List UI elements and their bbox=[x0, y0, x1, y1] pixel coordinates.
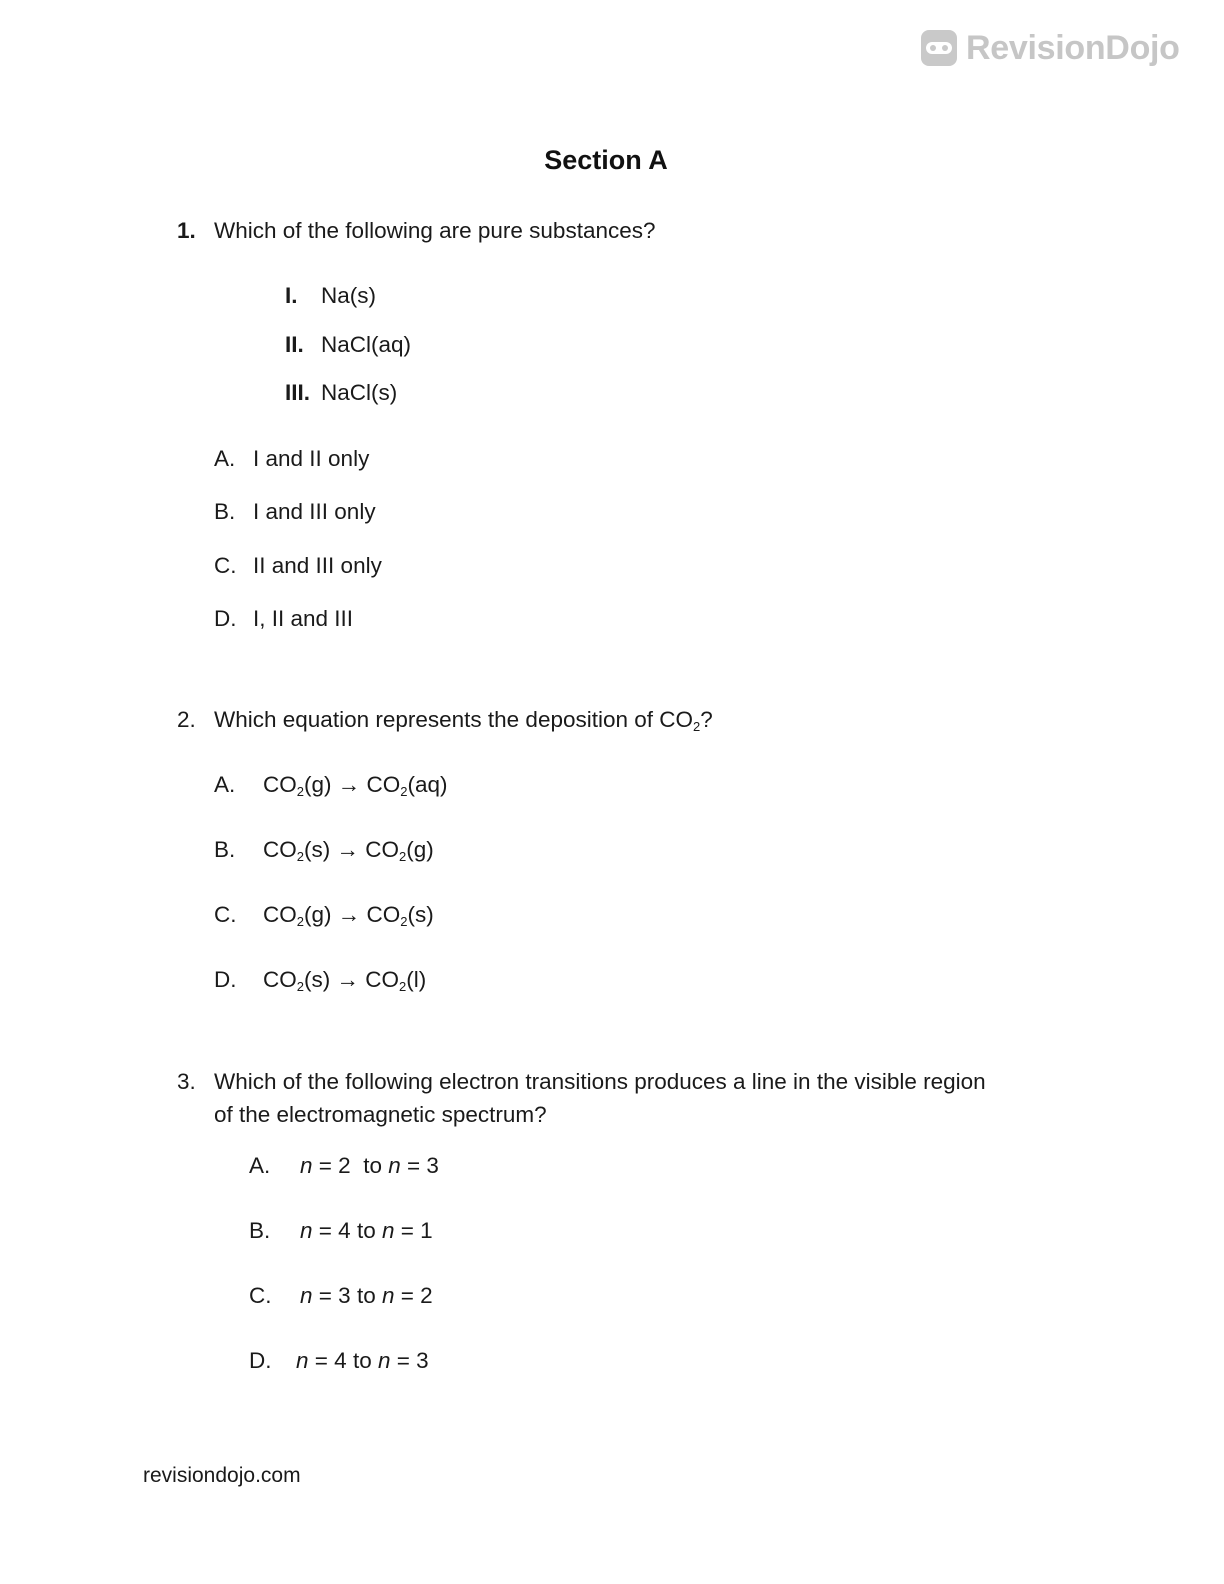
n-symbol: n bbox=[381, 1218, 395, 1243]
species-subscript: 2 bbox=[399, 849, 407, 864]
q2-option-b[interactable] bbox=[214, 837, 434, 863]
option-label: B. bbox=[214, 499, 236, 524]
q1-option-c[interactable] bbox=[214, 553, 382, 579]
q2-text bbox=[214, 707, 713, 733]
n-symbol: n bbox=[300, 1153, 313, 1178]
n-symbol: n bbox=[388, 1153, 401, 1178]
arrow-symbol: → bbox=[337, 902, 361, 927]
option-label: C. bbox=[214, 553, 237, 578]
q3-number: 3. bbox=[177, 1069, 196, 1094]
statement-label: I. bbox=[285, 283, 298, 308]
statement-label: II. bbox=[285, 332, 304, 357]
q1-statement bbox=[285, 283, 376, 309]
from-level: = 4 bbox=[318, 1218, 351, 1243]
n-symbol: n bbox=[300, 1283, 313, 1308]
q3-option-d[interactable] bbox=[249, 1348, 429, 1374]
from-level: = 4 bbox=[314, 1348, 347, 1373]
species: CO bbox=[263, 837, 297, 862]
to-word: to bbox=[356, 1283, 376, 1308]
q2-option-c[interactable] bbox=[214, 902, 434, 928]
to-word: to bbox=[363, 1153, 382, 1178]
species-subscript: 2 bbox=[296, 849, 304, 864]
from-level: = 3 bbox=[318, 1283, 351, 1308]
to-word: to bbox=[352, 1348, 372, 1373]
species: CO bbox=[263, 902, 297, 927]
q2-option-a[interactable] bbox=[214, 772, 448, 798]
option-label: A. bbox=[249, 1153, 271, 1178]
q1-statement bbox=[285, 332, 411, 358]
to-level: = 3 bbox=[407, 1153, 439, 1178]
brand-name: RevisionDojo bbox=[966, 28, 1180, 67]
species: CO bbox=[263, 772, 297, 797]
n-symbol: n bbox=[381, 1283, 395, 1308]
arrow-symbol: → bbox=[336, 837, 359, 862]
lhs-state: (g) bbox=[303, 902, 332, 927]
statement-text: Na(s) bbox=[321, 283, 376, 308]
species-subscript: 2 bbox=[296, 914, 304, 929]
statement-text: NaCl(s) bbox=[321, 380, 398, 405]
species: CO bbox=[263, 967, 297, 992]
from-level: = 2 bbox=[318, 1153, 351, 1178]
arrow-symbol: → bbox=[337, 772, 361, 797]
rhs-state: (g) bbox=[406, 837, 434, 862]
q2-text-main: Which equation represents the deposition of CO bbox=[214, 707, 694, 732]
lhs-state: (g) bbox=[303, 772, 332, 797]
arrow-symbol: → bbox=[336, 967, 359, 992]
q2-text-subscript: 2 bbox=[693, 719, 701, 734]
species-subscript: 2 bbox=[399, 979, 407, 994]
section-title: Section A bbox=[544, 145, 668, 175]
option-label: D. bbox=[214, 606, 237, 631]
option-label: B. bbox=[214, 837, 236, 862]
q2-text-end: ? bbox=[700, 707, 713, 732]
species-subscript: 2 bbox=[296, 784, 304, 799]
q3-option-c[interactable] bbox=[249, 1283, 433, 1309]
q1-option-b[interactable] bbox=[214, 499, 376, 525]
species-subscript: 2 bbox=[400, 784, 408, 799]
statement-label: III. bbox=[285, 380, 311, 405]
species: CO bbox=[365, 967, 400, 992]
species: CO bbox=[365, 837, 400, 862]
q1-statement bbox=[285, 380, 397, 406]
footer-url[interactable]: revisiondojo.com bbox=[143, 1464, 301, 1487]
option-text: I and III only bbox=[253, 499, 376, 524]
option-label: D. bbox=[249, 1348, 272, 1373]
q1-option-a[interactable] bbox=[214, 446, 369, 472]
q2-option-d[interactable] bbox=[214, 967, 426, 993]
rhs-state: (s) bbox=[407, 902, 434, 927]
q3-option-a[interactable] bbox=[249, 1153, 439, 1179]
q1-number: 1. bbox=[177, 218, 196, 243]
q3-text-line1: Which of the following electron transitions produces a line in the visible region bbox=[214, 1069, 986, 1094]
mask-logo-icon bbox=[920, 28, 958, 68]
species: CO bbox=[366, 902, 401, 927]
option-label: C. bbox=[214, 902, 237, 927]
q2-number: 2. bbox=[177, 707, 196, 732]
q1-text: Which of the following are pure substances? bbox=[214, 218, 656, 243]
option-label: C. bbox=[249, 1283, 272, 1308]
option-label: A. bbox=[214, 772, 236, 797]
option-text: II and III only bbox=[253, 553, 382, 578]
to-level: = 1 bbox=[400, 1218, 433, 1243]
n-symbol: n bbox=[296, 1348, 309, 1373]
statement-text: NaCl(aq) bbox=[321, 332, 412, 357]
brand-logo bbox=[920, 28, 1180, 68]
to-level: = 2 bbox=[400, 1283, 433, 1308]
rhs-state: (aq) bbox=[407, 772, 448, 797]
n-symbol: n bbox=[377, 1348, 391, 1373]
to-word: to bbox=[356, 1218, 376, 1243]
lhs-state: (s) bbox=[303, 967, 331, 992]
rhs-state: (l) bbox=[406, 967, 427, 992]
option-label: D. bbox=[214, 967, 237, 992]
lhs-state: (s) bbox=[303, 837, 331, 862]
option-text: I, II and III bbox=[253, 606, 354, 631]
species-subscript: 2 bbox=[400, 914, 408, 929]
to-level: = 3 bbox=[396, 1348, 429, 1373]
species: CO bbox=[366, 772, 401, 797]
option-label: A. bbox=[214, 446, 236, 471]
q3-text-line2: of the electromagnetic spectrum? bbox=[214, 1102, 547, 1127]
option-text: I and II only bbox=[253, 446, 370, 471]
q3-option-b[interactable] bbox=[249, 1218, 433, 1244]
q1-option-d[interactable] bbox=[214, 606, 353, 632]
option-label: B. bbox=[249, 1218, 271, 1243]
n-symbol: n bbox=[300, 1218, 313, 1243]
species-subscript: 2 bbox=[296, 979, 304, 994]
